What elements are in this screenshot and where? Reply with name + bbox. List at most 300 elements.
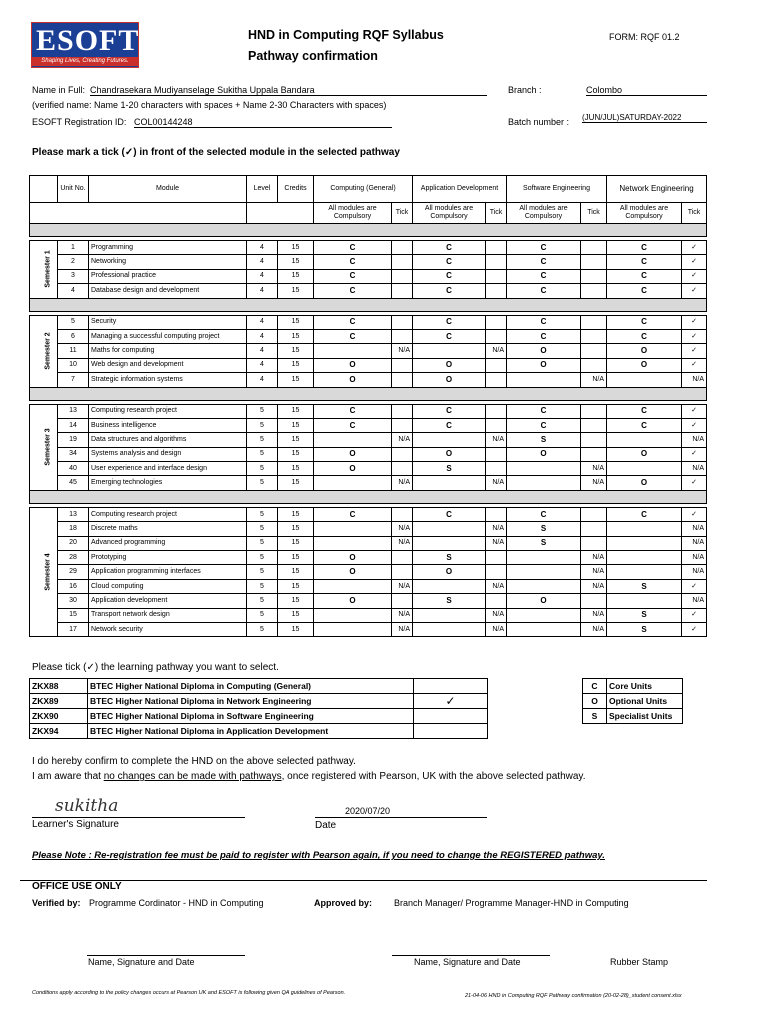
table-row — [30, 565, 707, 579]
unit-no: 15 — [58, 608, 89, 622]
module-name: Security — [89, 315, 247, 329]
tick-cell[interactable]: N/A — [486, 476, 507, 490]
tick-cell[interactable]: N/A — [486, 536, 507, 550]
level: 5 — [247, 622, 278, 636]
pathway-unit-type — [314, 536, 392, 550]
tick-cell[interactable]: N/A — [581, 462, 607, 476]
tick-cell[interactable]: N/A — [486, 433, 507, 447]
tick-cell[interactable] — [581, 522, 607, 536]
tick-cell[interactable] — [392, 404, 413, 418]
pathway-unit-type: C — [507, 404, 581, 418]
tick-cell[interactable]: N/A — [581, 476, 607, 490]
level: 5 — [247, 404, 278, 418]
footer-filename: 21-04-06 HND in Computing RQF Pathway confirmation (20-02-28)_student consent.xlsx — [465, 993, 682, 999]
level: 5 — [247, 462, 278, 476]
semester-label: Semester 2 — [30, 315, 58, 387]
unit-no: 10 — [58, 358, 89, 372]
tick-mark[interactable]: ✓ — [682, 608, 707, 622]
semester-gap — [30, 298, 707, 311]
table-row — [30, 622, 707, 636]
tick-cell[interactable] — [486, 462, 507, 476]
unit-no: 34 — [58, 447, 89, 461]
pathway-name: BTEC Higher National Diploma in Network Engineering — [88, 694, 414, 709]
tick-cell[interactable] — [486, 404, 507, 418]
pathway-tick[interactable] — [414, 709, 488, 724]
tick-cell[interactable] — [486, 447, 507, 461]
pathway-unit-type — [607, 462, 682, 476]
pathway-unit-type: C — [607, 404, 682, 418]
table-row — [30, 579, 707, 593]
level: 5 — [247, 433, 278, 447]
credits: 15 — [278, 579, 314, 593]
tick-cell[interactable]: N/A — [581, 622, 607, 636]
tick-cell[interactable] — [581, 447, 607, 461]
legend-code: C — [583, 679, 607, 694]
tick-cell[interactable] — [392, 358, 413, 372]
pathway-unit-type — [607, 536, 682, 550]
registration-label: ESOFT Registration ID: — [32, 117, 127, 127]
tick-cell[interactable]: N/A — [682, 462, 707, 476]
tick-cell[interactable] — [486, 358, 507, 372]
module-name: Strategic information systems — [89, 373, 247, 387]
pathway-unit-type: C — [607, 241, 682, 255]
tick-cell[interactable] — [581, 418, 607, 432]
credits: 15 — [278, 622, 314, 636]
pathway-unit-type: O — [413, 358, 486, 372]
tick-cell[interactable] — [486, 241, 507, 255]
pathway-unit-type: C — [413, 329, 486, 343]
tick-cell[interactable]: N/A — [392, 536, 413, 550]
pathway-unit-type: O — [314, 565, 392, 579]
tick-cell[interactable] — [486, 507, 507, 521]
tick-cell[interactable] — [392, 373, 413, 387]
header-compulsory: All modules are Compulsory — [314, 203, 392, 224]
pathway-unit-type — [413, 579, 486, 593]
module-name: Business intelligence — [89, 418, 247, 432]
header-level: Level — [247, 176, 278, 203]
pathway-unit-type: S — [607, 622, 682, 636]
pathway-unit-type: C — [314, 315, 392, 329]
level: 4 — [247, 241, 278, 255]
unit-no: 3 — [58, 269, 89, 283]
pathway-unit-type: C — [507, 269, 581, 283]
gap-cell — [30, 224, 707, 237]
module-name: Application programming interfaces — [89, 565, 247, 579]
tick-cell[interactable] — [581, 344, 607, 358]
pathway-instruction: Please tick (✓) the learning pathway you want to select. — [32, 662, 279, 673]
name-note: (verified name: Name 1-20 characters with spaces + Name 2-30 Characters with spaces) — [32, 100, 387, 110]
module-name: Advanced programming — [89, 536, 247, 550]
pathway-unit-type — [507, 462, 581, 476]
unit-no: 40 — [58, 462, 89, 476]
header-tick: Tick — [392, 203, 413, 224]
pathway-unit-type — [413, 344, 486, 358]
pathway-name: BTEC Higher National Diploma in Software Engineering — [88, 709, 414, 724]
header-module: Module — [89, 176, 247, 203]
table-row — [30, 476, 707, 490]
tick-cell[interactable] — [486, 329, 507, 343]
module-name: Prototyping — [89, 551, 247, 565]
level: 4 — [247, 373, 278, 387]
credits: 15 — [278, 344, 314, 358]
tick-cell[interactable] — [392, 329, 413, 343]
tick-cell[interactable] — [581, 329, 607, 343]
footer-conditions: Conditions apply according to the policy changes occurs at Pearson UK and ESOFT is following given QA guidelines of Pearson. — [32, 990, 346, 996]
tick-cell[interactable] — [486, 315, 507, 329]
date-label: Date — [315, 820, 337, 831]
pathway-tick[interactable] — [414, 724, 488, 739]
pathway-unit-type — [314, 433, 392, 447]
pathway-tick[interactable]: ✓ — [414, 694, 488, 709]
pathway-tick[interactable] — [414, 679, 488, 694]
tick-cell[interactable] — [392, 269, 413, 283]
esoft-logo — [31, 22, 139, 68]
credits: 15 — [278, 284, 314, 298]
pathway-unit-type: C — [607, 507, 682, 521]
table-row — [30, 418, 707, 432]
pathway-unit-type: O — [314, 551, 392, 565]
tick-cell[interactable]: N/A — [486, 622, 507, 636]
semester-label: Semester 4 — [30, 507, 58, 637]
tick-cell[interactable] — [581, 241, 607, 255]
approved-by-label: Approved by: — [314, 898, 373, 908]
pathway-unit-type — [413, 608, 486, 622]
tick-mark[interactable]: ✓ — [682, 284, 707, 298]
tick-cell[interactable] — [581, 358, 607, 372]
tick-mark[interactable]: ✓ — [682, 358, 707, 372]
date-line — [315, 817, 487, 818]
table-row — [30, 241, 707, 255]
pathway-unit-type: O — [413, 373, 486, 387]
unit-no: 30 — [58, 594, 89, 608]
form-subtitle: Pathway confirmation — [248, 49, 378, 63]
tick-cell[interactable]: N/A — [486, 579, 507, 593]
pathway-code: ZKX90 — [30, 709, 88, 724]
pathway-unit-type: C — [314, 255, 392, 269]
pathway-unit-type: O — [607, 358, 682, 372]
tick-cell[interactable]: N/A — [682, 594, 707, 608]
table-row — [30, 551, 707, 565]
pathway-unit-type: S — [607, 608, 682, 622]
form-title: HND in Computing RQF Syllabus — [248, 28, 444, 42]
table-row — [30, 404, 707, 418]
tick-cell[interactable] — [581, 284, 607, 298]
tick-cell[interactable]: N/A — [682, 433, 707, 447]
level: 5 — [247, 447, 278, 461]
pathway-unit-type: C — [507, 255, 581, 269]
office-heading: OFFICE USE ONLY — [32, 881, 122, 892]
tick-cell[interactable] — [486, 565, 507, 579]
header-unit-no: Unit No. — [58, 176, 89, 203]
module-name: Emerging technologies — [89, 476, 247, 490]
level: 5 — [247, 551, 278, 565]
module-name: Data structures and algorithms — [89, 433, 247, 447]
modules-table — [29, 175, 707, 637]
pathway-unit-type — [314, 608, 392, 622]
pathway-unit-type: O — [314, 447, 392, 461]
header-corner — [30, 176, 58, 203]
table-row — [30, 522, 707, 536]
tick-mark[interactable]: ✓ — [682, 579, 707, 593]
pathway-unit-type: C — [607, 269, 682, 283]
pathway-unit-type: S — [607, 579, 682, 593]
tick-cell[interactable]: N/A — [682, 536, 707, 550]
pathway-unit-type: C — [413, 269, 486, 283]
tick-cell[interactable]: N/A — [392, 344, 413, 358]
unit-no: 13 — [58, 507, 89, 521]
tick-mark[interactable]: ✓ — [682, 404, 707, 418]
name-value: Chandrasekara Mudiyanselage Sukitha Uppala Bandara — [90, 85, 487, 96]
header-software-engineering: Software Engineering — [507, 176, 607, 203]
table-row — [30, 315, 707, 329]
pathway-unit-type: C — [314, 404, 392, 418]
credits: 15 — [278, 447, 314, 461]
tick-mark[interactable]: ✓ — [682, 255, 707, 269]
table-row — [30, 462, 707, 476]
pathway-unit-type: C — [413, 255, 486, 269]
pathway-unit-type: C — [413, 284, 486, 298]
tick-cell[interactable] — [392, 284, 413, 298]
tick-cell[interactable] — [392, 241, 413, 255]
pathway-unit-type: C — [413, 241, 486, 255]
pathway-unit-type — [507, 476, 581, 490]
header-network-engineering: Network Engineering — [607, 176, 707, 203]
tick-cell[interactable]: N/A — [392, 622, 413, 636]
office-divider — [20, 880, 707, 881]
tick-cell[interactable] — [392, 565, 413, 579]
tick-cell[interactable] — [581, 536, 607, 550]
credits: 15 — [278, 551, 314, 565]
tick-mark[interactable]: ✓ — [682, 315, 707, 329]
tick-cell[interactable] — [392, 551, 413, 565]
tick-cell[interactable] — [581, 315, 607, 329]
registration-value: COL00144248 — [134, 117, 392, 128]
tick-mark[interactable]: ✓ — [682, 329, 707, 343]
tick-cell[interactable] — [392, 447, 413, 461]
tick-cell[interactable] — [392, 462, 413, 476]
sign-line-1 — [87, 955, 245, 956]
learner-signature: sukitha — [55, 796, 119, 816]
semester-gap — [30, 224, 707, 237]
pathway-unit-type — [314, 579, 392, 593]
tick-cell[interactable]: N/A — [486, 608, 507, 622]
pathway-unit-type: C — [314, 418, 392, 432]
tick-cell[interactable] — [581, 594, 607, 608]
name-signature-date-2: Name, Signature and Date — [414, 957, 521, 967]
legend-row — [583, 679, 683, 694]
unit-no: 19 — [58, 433, 89, 447]
tick-cell[interactable] — [392, 315, 413, 329]
confirm-line-1: I do hereby confirm to complete the HND on the above selected pathway. — [32, 756, 356, 767]
tick-cell[interactable] — [392, 594, 413, 608]
batch-value: (JUN/JUL)SATURDAY-2022 — [582, 113, 707, 123]
pathway-unit-type: C — [507, 315, 581, 329]
tick-instruction: Please mark a tick (✓) in front of the selected module in the selected pathway — [32, 147, 400, 158]
table-row — [30, 344, 707, 358]
credits: 15 — [278, 462, 314, 476]
header-tick: Tick — [581, 203, 607, 224]
tick-mark[interactable]: ✓ — [682, 269, 707, 283]
pathway-unit-type: C — [413, 315, 486, 329]
tick-cell[interactable] — [581, 269, 607, 283]
semester-gap — [30, 387, 707, 400]
tick-mark[interactable]: ✓ — [682, 241, 707, 255]
pathway-unit-type: C — [607, 255, 682, 269]
re-registration-note: Please Note : Re-registration fee must be paid to register with Pearson again, if you need to change the REGISTERED pathway. — [32, 850, 605, 861]
tick-cell[interactable]: N/A — [486, 344, 507, 358]
tick-cell[interactable] — [392, 507, 413, 521]
module-name: User experience and interface design — [89, 462, 247, 476]
module-name: Professional practice — [89, 269, 247, 283]
pathway-unit-type: C — [314, 284, 392, 298]
header-tick: Tick — [486, 203, 507, 224]
tick-cell[interactable]: N/A — [392, 608, 413, 622]
unit-no: 45 — [58, 476, 89, 490]
tick-cell[interactable]: N/A — [682, 373, 707, 387]
tick-cell[interactable] — [581, 255, 607, 269]
pathway-table — [29, 678, 488, 739]
pathway-unit-type — [314, 622, 392, 636]
tick-cell[interactable]: N/A — [581, 608, 607, 622]
legend-code: O — [583, 694, 607, 709]
tick-cell[interactable]: N/A — [581, 565, 607, 579]
pathway-unit-type: O — [314, 358, 392, 372]
legend-label: Core Units — [607, 679, 683, 694]
gap-cell — [30, 387, 707, 400]
pathway-unit-type: O — [507, 594, 581, 608]
pathway-unit-type: C — [607, 418, 682, 432]
semester-label: Semester 3 — [30, 404, 58, 490]
header-blank — [30, 203, 247, 224]
tick-mark[interactable]: ✓ — [682, 418, 707, 432]
header-computing-general: Computing (General) — [314, 176, 413, 203]
table-row — [30, 269, 707, 283]
credits: 15 — [278, 507, 314, 521]
pathway-unit-type: C — [507, 507, 581, 521]
approved-by-value: Branch Manager/ Programme Manager-HND in Computing — [394, 898, 629, 908]
confirm-line-2: I am aware that no changes can be made with pathways, once registered with Pearson, UK with the above selected pathway. — [32, 771, 586, 782]
table-row — [30, 507, 707, 521]
tick-cell[interactable] — [486, 551, 507, 565]
level: 5 — [247, 565, 278, 579]
unit-no: 20 — [58, 536, 89, 550]
tick-cell[interactable] — [581, 433, 607, 447]
unit-no: 14 — [58, 418, 89, 432]
table-row — [30, 536, 707, 550]
pathway-unit-type: O — [607, 476, 682, 490]
table-row — [30, 594, 707, 608]
pathway-name: BTEC Higher National Diploma in Computing (General) — [88, 679, 414, 694]
tick-cell[interactable] — [486, 269, 507, 283]
tick-cell[interactable] — [392, 418, 413, 432]
tick-cell[interactable] — [486, 373, 507, 387]
tick-mark[interactable]: ✓ — [682, 447, 707, 461]
tick-cell[interactable]: N/A — [581, 579, 607, 593]
pathway-unit-type — [413, 536, 486, 550]
verified-by-value: Programme Cordinator - HND in Computing — [89, 898, 264, 908]
unit-no: 4 — [58, 284, 89, 298]
signature-label: Learner's Signature — [32, 819, 119, 830]
branch-value: Colombo — [586, 85, 707, 96]
level: 4 — [247, 344, 278, 358]
unit-no: 13 — [58, 404, 89, 418]
tick-cell[interactable]: N/A — [682, 551, 707, 565]
header-compulsory: All modules are Compulsory — [507, 203, 581, 224]
level: 5 — [247, 579, 278, 593]
unit-no: 6 — [58, 329, 89, 343]
module-name: Cloud computing — [89, 579, 247, 593]
pathway-unit-type: C — [507, 241, 581, 255]
pathway-unit-type — [314, 476, 392, 490]
pathway-unit-type: O — [413, 565, 486, 579]
pathway-unit-type — [413, 433, 486, 447]
credits: 15 — [278, 255, 314, 269]
pathway-unit-type: O — [314, 462, 392, 476]
level: 5 — [247, 608, 278, 622]
module-name: Networking — [89, 255, 247, 269]
pathway-unit-type: O — [507, 344, 581, 358]
pathway-unit-type: S — [507, 433, 581, 447]
unit-no: 18 — [58, 522, 89, 536]
pathway-unit-type: O — [507, 358, 581, 372]
table-row — [30, 284, 707, 298]
level: 5 — [247, 594, 278, 608]
unit-key-table — [582, 678, 683, 724]
pathway-unit-type — [607, 565, 682, 579]
table-row — [30, 373, 707, 387]
tick-cell[interactable]: N/A — [392, 579, 413, 593]
tick-cell[interactable] — [486, 255, 507, 269]
credits: 15 — [278, 594, 314, 608]
gap-cell — [30, 490, 707, 503]
unit-no: 28 — [58, 551, 89, 565]
table-row — [30, 358, 707, 372]
legend-code: S — [583, 709, 607, 724]
tick-cell[interactable] — [486, 418, 507, 432]
pathway-unit-type: C — [607, 315, 682, 329]
tick-cell[interactable] — [486, 284, 507, 298]
tick-cell[interactable] — [581, 507, 607, 521]
tick-mark[interactable]: ✓ — [682, 507, 707, 521]
table-row — [30, 608, 707, 622]
tick-mark[interactable]: ✓ — [682, 344, 707, 358]
pathway-unit-type: C — [314, 329, 392, 343]
tick-cell[interactable] — [392, 255, 413, 269]
credits: 15 — [278, 329, 314, 343]
tick-mark[interactable]: ✓ — [682, 622, 707, 636]
tick-cell[interactable] — [581, 404, 607, 418]
tick-cell[interactable]: N/A — [581, 551, 607, 565]
pathway-unit-type: O — [314, 594, 392, 608]
legend-label: Optional Units — [607, 694, 683, 709]
name-signature-date-1: Name, Signature and Date — [88, 957, 195, 967]
tick-cell[interactable]: N/A — [392, 522, 413, 536]
credits: 15 — [278, 433, 314, 447]
tick-cell[interactable]: N/A — [392, 433, 413, 447]
tick-cell[interactable]: N/A — [682, 522, 707, 536]
tick-cell[interactable]: N/A — [581, 373, 607, 387]
header-compulsory: All modules are Compulsory — [607, 203, 682, 224]
verified-by-label: Verified by: — [32, 898, 81, 908]
signature-line — [32, 817, 245, 818]
tick-cell[interactable] — [486, 594, 507, 608]
tick-cell[interactable]: N/A — [392, 476, 413, 490]
pathway-unit-type: O — [607, 447, 682, 461]
table-row — [30, 447, 707, 461]
tick-cell[interactable]: N/A — [682, 565, 707, 579]
tick-cell[interactable]: N/A — [486, 522, 507, 536]
tick-mark[interactable]: ✓ — [682, 476, 707, 490]
